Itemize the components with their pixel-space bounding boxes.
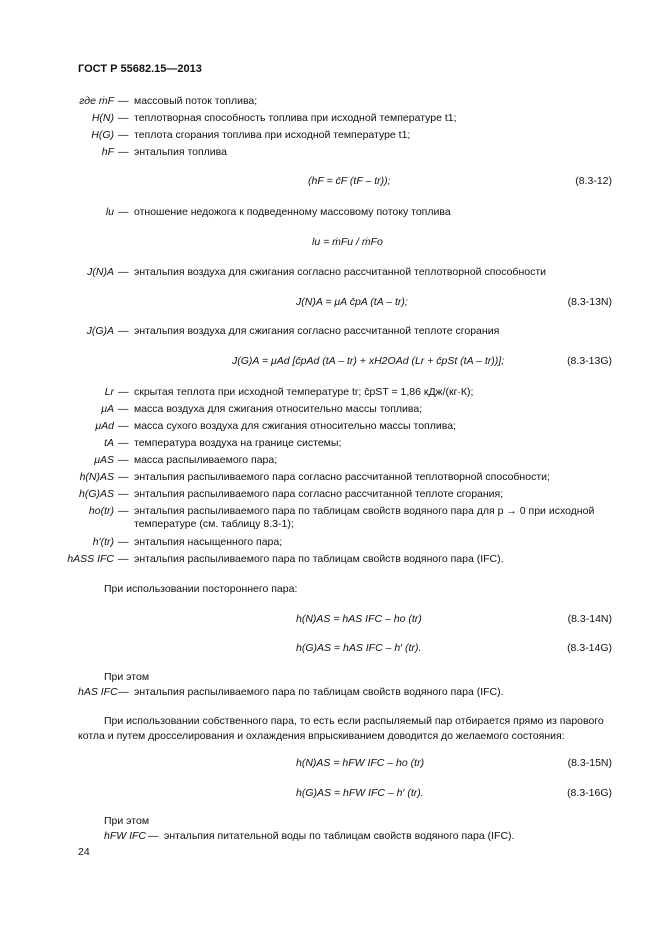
equation: h(G)AS = hAS IFC – h′ (tr). [296,642,422,654]
equation-number: (8.3-14G) [567,642,612,654]
dash: — [118,471,129,483]
definition-text: масса сухого воздуха для сжигания относительно массы топлива; [134,420,456,432]
dash: — [118,129,129,141]
dash: — [118,454,129,466]
dash: — [118,420,129,432]
equation-number: (8.3-13G) [567,355,612,367]
equation: J(G)A = μAd [c̄pAd (tA – tr) + xH2OAd (Lr + c̄pSt (tA – tr))]; [232,355,505,367]
equation: J(N)A = μA c̄pA (tA – tr); [296,296,408,308]
dash: — [118,325,129,337]
definition-text: температура воздуха на границе системы; [134,437,342,449]
paragraph-own-steam: При использовании собственного пара, то есть если распыляемый пар отбирается прямо из парового котла и путем дросселирования и охлаждения впрыскиванием доводится до желаемого состояния: [78,715,604,742]
equation-number: (8.3-13N) [567,296,612,308]
dash: — [118,403,129,415]
dash: — [118,437,129,449]
dash: — [148,830,159,842]
definition-symbol: hAS IFC [78,686,118,698]
definition-text: энтальпия воздуха для сжигания согласно рассчитанной теплотворной способности [134,266,547,278]
equation-number: (8.3-16G) [567,787,612,799]
equation: h(G)AS = hFW IFC – h′ (tr). [296,787,424,799]
definition-text: отношение недожога к подведенному массовому потоку топлива [134,206,451,218]
definition-text: масса распыливаемого пара; [134,454,278,466]
definition-symbol: hF [101,146,114,158]
definition-symbol: J(G)A [86,325,114,337]
definition-text: энтальпия топлива [134,146,227,158]
equation-number: (8.3-15N) [567,757,612,769]
definition-text: энтальпия распыливаемого пара согласно рассчитанной теплоте сгорания; [134,488,504,500]
dash: — [118,488,129,500]
definition-text: энтальпия распыливаемого пара по таблицам свойств водяного пара (IFC). [134,553,504,565]
equation-number: (8.3-14N) [567,613,612,625]
definition-text: энтальпия воздуха для сжигания согласно рассчитанной теплоте сгорания [134,325,500,337]
definition-symbol: lu [105,206,114,218]
definition-symbol: h(G)AS [78,488,114,500]
pri-etom-label: При этом [104,815,150,827]
definition-symbol: Lr [104,386,114,398]
dash: — [118,146,129,158]
dash: — [118,266,129,278]
definition-text: теплотворная способность топлива при исходной температуре t1; [134,112,457,124]
equation: (hF = c̄F (tF – tr)); [308,175,391,187]
page-number: 24 [78,846,90,858]
definition-symbol: h′(tr) [92,536,114,548]
definition-symbol: J(N)A [87,266,114,278]
equation-number: (8.3-12) [575,175,612,187]
equation: h(N)AS = hFW IFC – ho (tr) [296,757,425,769]
dash: — [118,686,129,698]
definition-symbol: μAd [95,420,114,432]
paragraph-foreign-steam: При использовании постороннего пара: [104,583,298,595]
definition-text: энтальпия распыливаемого пара согласно рассчитанной теплотворной способности; [134,471,550,483]
dash: — [118,112,129,124]
equation: lu = ṁFu / ṁFo [312,236,383,248]
definition-text: массовый поток топлива; [134,95,258,107]
dash: — [118,95,129,107]
definition-symbol: hASS IFC [67,553,114,565]
dash: — [118,386,129,398]
definition-text: энтальпия распыливаемого пара по таблицам свойств водяного пара для p → 0 при исходной температуре (см. таблицу 8.3-1); [134,505,595,530]
definition-symbol: ho(tr) [88,505,114,517]
definition-symbol: μA [101,403,114,415]
definition-symbol: μAS [94,454,114,466]
definition-symbol: hFW IFC [104,830,146,842]
definition-symbol: tA [104,437,114,449]
equation: h(N)AS = hAS IFC – ho (tr) [296,613,422,625]
definition-text: скрытая теплота при исходной температуре tr; c̄pST = 1,86 кДж/(кг·К); [134,386,474,398]
definition-symbol: H(N) [91,112,114,124]
definition-text: энтальпия насыщенного пара; [134,536,283,548]
dash: — [118,553,129,565]
definition-symbol: H(G) [91,129,114,141]
definition-symbol: где ṁF [79,95,114,107]
dash: — [118,505,129,517]
document-header: ГОСТ Р 55682.15—2013 [78,63,202,75]
pri-etom-label: При этом [104,671,150,683]
dash: — [118,536,129,548]
definition-symbol: h(N)AS [79,471,114,483]
definition-text: теплота сгорания топлива при исходной температуре t1; [134,129,411,141]
dash: — [118,206,129,218]
definition-text: масса воздуха для сжигания относительно массы топлива; [134,403,423,415]
definition-text: энтальпия питательной воды по таблицам свойств водяного пара (IFC). [164,830,515,842]
definition-text: энтальпия распыливаемого пара по таблицам свойств водяного пара (IFC). [134,686,504,698]
